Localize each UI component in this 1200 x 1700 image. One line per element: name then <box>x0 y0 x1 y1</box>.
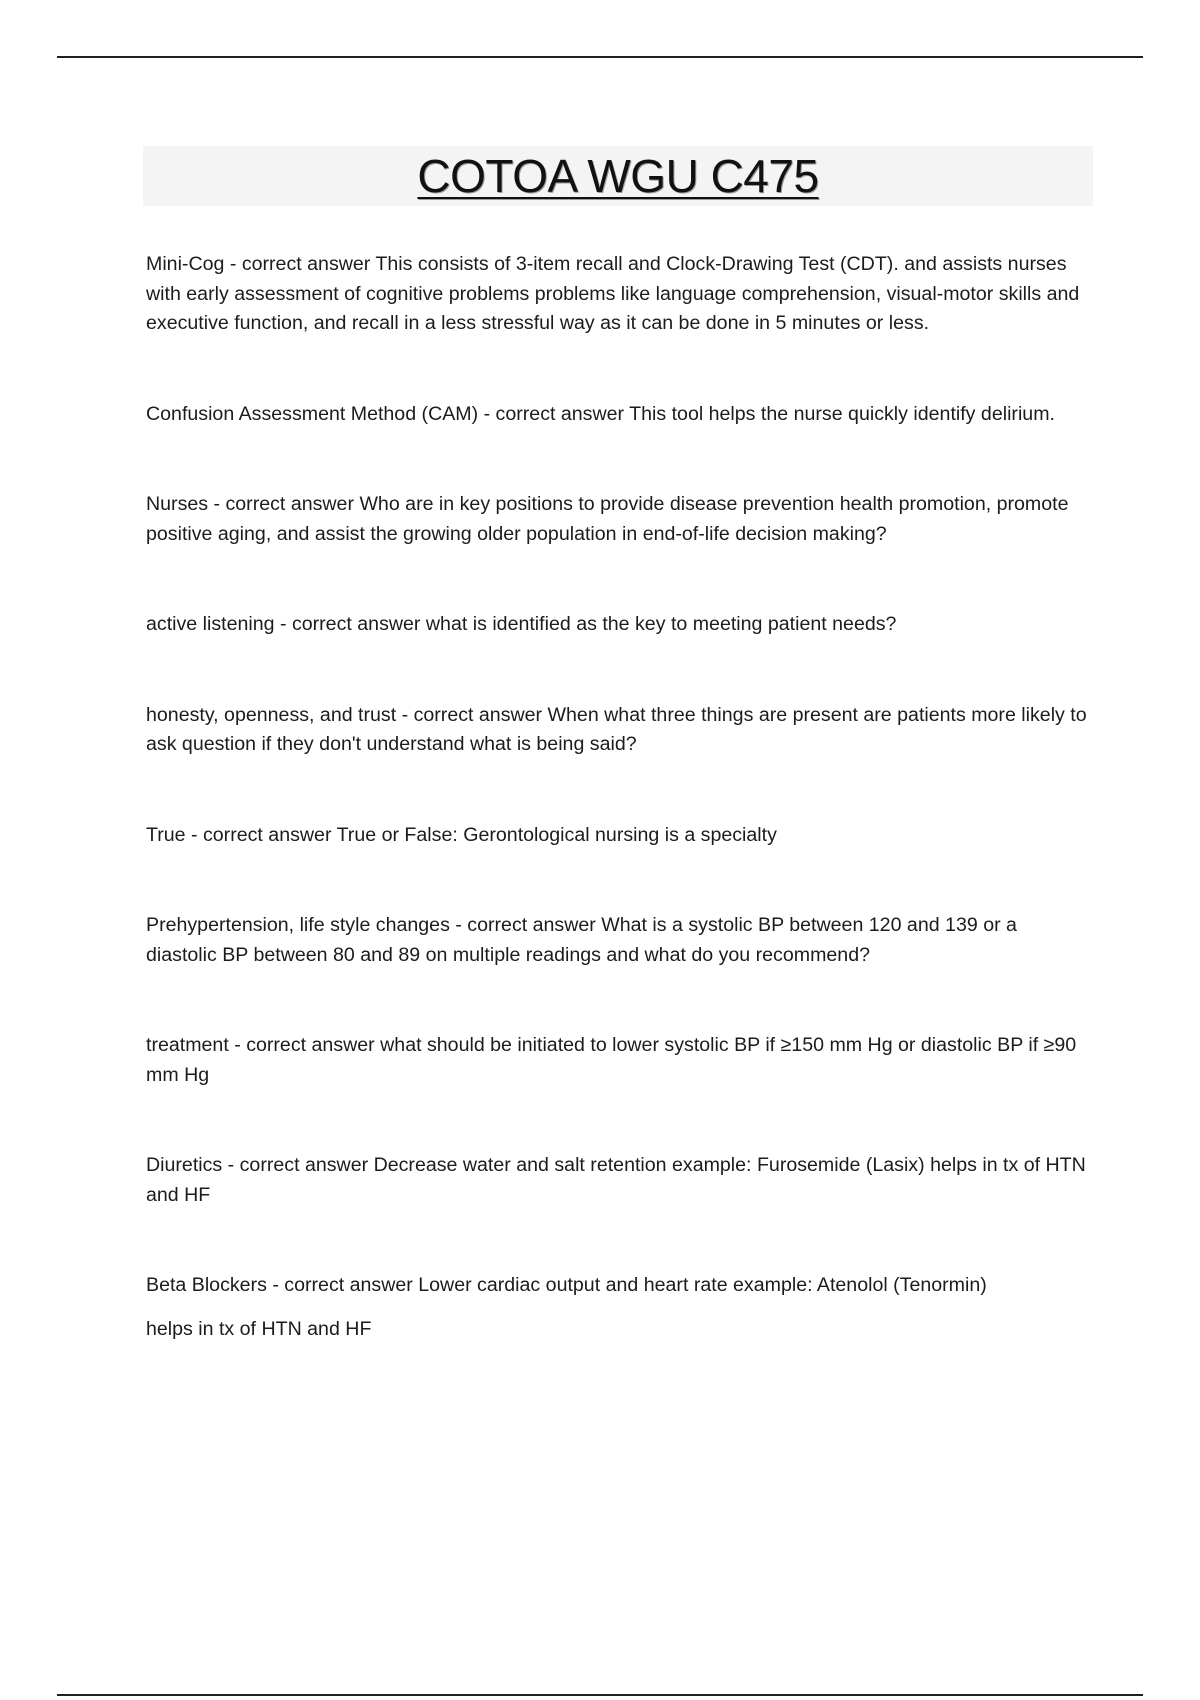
flashcard-entry <box>146 490 1090 549</box>
entry-term: Prehypertension, life style changes <box>146 914 450 936</box>
flashcard-entry <box>146 610 1090 640</box>
entry-separator: - correct answer <box>222 1154 374 1176</box>
entry-separator: - correct answer <box>396 703 548 726</box>
entry-term: True <box>146 823 186 846</box>
entry-answer: True or False: Gerontological nursing is a specialty <box>336 823 777 846</box>
entry-term: active listening <box>146 613 275 635</box>
entry-term: Beta Blockers <box>146 1274 267 1296</box>
entry-separator: - correct answer <box>208 493 360 515</box>
entry-answer: Decrease water and salt retention example: Furosemide (Lasix) helps in tx of HTN and HF <box>146 1154 1086 1206</box>
flashcard-entry <box>146 400 1090 430</box>
title-band <box>143 146 1093 206</box>
flashcard-entry <box>146 250 1090 339</box>
flashcard-list <box>146 250 1090 1344</box>
entry-answer: Lower cardiac output and heart rate example: Atenolol (Tenormin) <box>418 1274 987 1296</box>
bottom-rule <box>57 1694 1143 1696</box>
flashcard-entry <box>146 911 1090 970</box>
entry-separator: - correct answer <box>449 914 602 936</box>
entry-separator: - correct answer <box>266 1274 419 1296</box>
entry-answer: This consists of 3-item recall and Clock-Drawing Test (CDT). and assists nurses with early assessment of cognitive problems problems like language comprehension, visual-motor skills and executive function, and recall in a less stressful way as it can be done in 5 minutes or less. <box>146 253 1080 334</box>
entry-answer: what should be initiated to lower systolic BP if ≥150 mm Hg or diastolic BP if ≥90 mm Hg <box>146 1034 1077 1086</box>
entry-answer: What is a systolic BP between 120 and 139 or a diastolic BP between 80 and 89 on multiple readings and what do you recommend? <box>146 914 1017 966</box>
entry-answer: This tool helps the nurse quickly identify delirium. <box>629 402 1055 425</box>
entry-term: treatment <box>146 1034 229 1056</box>
entry-term: Mini-Cog <box>146 253 225 275</box>
flashcard-entry <box>146 1271 1090 1344</box>
entry-answer: When what three things are present are patients more likely to ask question if they don't understand what is being said? <box>146 703 1087 755</box>
document-title: COTOA WGU C475 <box>417 150 819 202</box>
flashcard-entry <box>146 701 1090 760</box>
top-rule <box>57 56 1143 58</box>
entry-answer: what is identified as the key to meeting patient needs? <box>425 613 897 635</box>
entry-separator: - correct answer <box>274 613 426 635</box>
entry-term: honesty, openness, and trust <box>146 703 397 726</box>
entry-term: Nurses <box>146 493 209 515</box>
entry-separator: - correct answer <box>478 402 630 425</box>
entry-term: Confusion Assessment Method (CAM) <box>146 402 479 425</box>
entry-separator: - correct answer <box>185 823 337 846</box>
entry-answer-continuation: helps in tx of HTN and HF <box>146 1317 372 1340</box>
flashcard-entry <box>146 821 1090 851</box>
entry-term: Diuretics <box>146 1154 223 1176</box>
entry-separator: - correct answer <box>228 1034 381 1056</box>
flashcard-entry <box>146 1031 1090 1090</box>
entry-separator: - correct answer <box>224 253 376 275</box>
flashcard-entry <box>146 1151 1090 1210</box>
entry-answer: Who are in key positions to provide disease prevention health promotion, promote positive aging, and assist the growing older population in end-of-life decision making? <box>146 493 1069 545</box>
